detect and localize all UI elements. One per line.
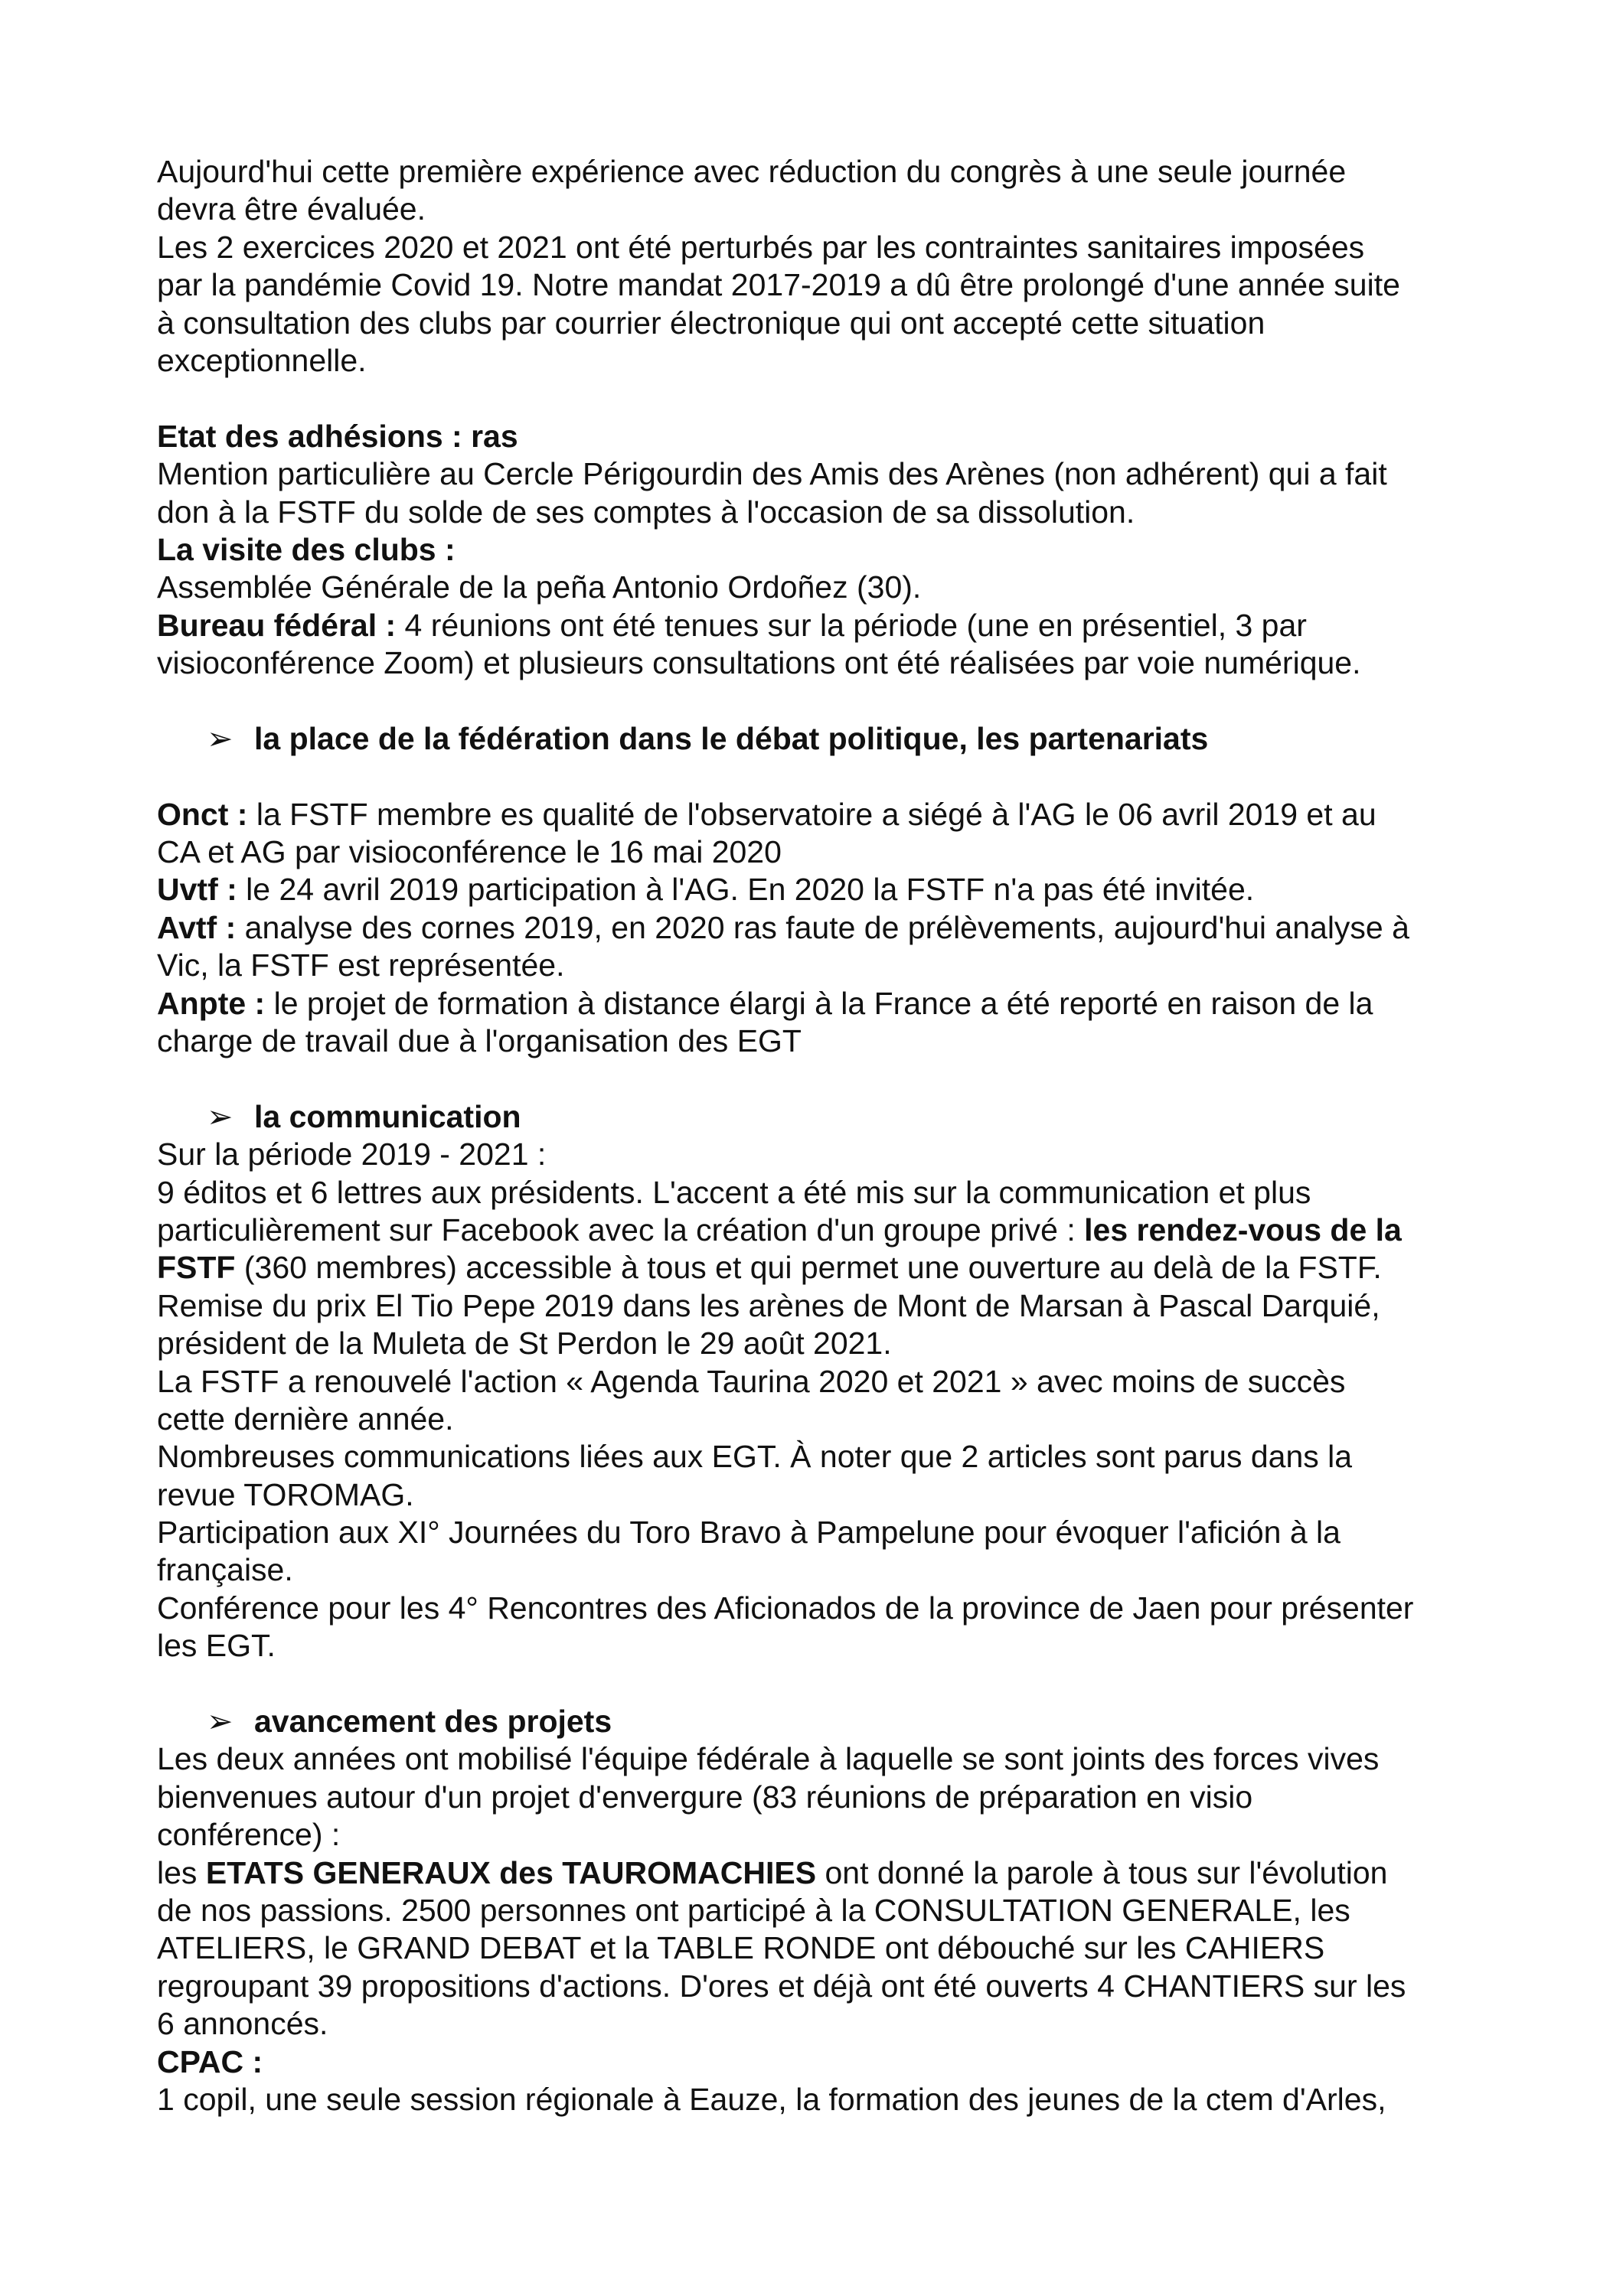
text-line: regroupant 39 propositions d'actions. D'ores et déjà ont été ouverts 4 CHANTIERS sur les	[157, 1968, 1406, 2004]
text-line: Assemblée Générale de la peña Antonio Ordoñez (30).	[157, 569, 922, 605]
arrow-bullet-icon: ➢	[207, 720, 233, 756]
section-heading-politique	[157, 720, 1508, 758]
text-line	[157, 909, 1508, 947]
text-line: Participation aux XI° Journées du Toro Bravo à Pampelune pour évoquer l'afición à la	[157, 1515, 1341, 1551]
text-line: bienvenues autour d'un projet d'envergure (83 réunions de préparation en visio	[157, 1779, 1253, 1815]
spacer	[157, 758, 1508, 795]
section-heading-projets	[157, 1703, 1508, 1740]
text-line	[157, 1854, 1508, 1892]
text-line: à consultation des clubs par courrier électronique qui ont accepté cette situation	[157, 305, 1265, 341]
text-line: revue TOROMAG.	[157, 1476, 414, 1512]
avtf-text: analyse des cornes 2019, en 2020 ras faute de prélèvements, aujourd'hui analyse à	[236, 909, 1409, 945]
text-line: 9 éditos et 6 lettres aux présidents. L'accent a été mis sur la communication et plus	[157, 1174, 1311, 1210]
text-line: 1 copil, une seule session régionale à Eauze, la formation des jeunes de la ctem d'Arles,	[157, 2081, 1386, 2117]
text-span: ont donné la parole à tous sur l'évolution	[816, 1854, 1388, 1890]
avtf-label: Avtf :	[157, 909, 237, 945]
spacer	[157, 682, 1508, 719]
bureau-label: Bureau fédéral :	[157, 607, 397, 643]
text-line: don à la FSTF du solde de ses comptes à l'occasion de sa dissolution.	[157, 494, 1135, 530]
text-line: française.	[157, 1552, 293, 1588]
cpac-title: CPAC :	[157, 2043, 263, 2079]
text-line	[157, 796, 1508, 833]
rendez-vous-label: les rendez-vous de la	[1084, 1212, 1402, 1247]
text-line: charge de travail due à l'organisation des EGT	[157, 1022, 802, 1058]
spacer	[157, 1665, 1508, 1703]
adhesions-title: Etat des adhésions : ras	[157, 418, 518, 454]
text-line: CA et AG par visioconférence le 16 mai 2020	[157, 834, 782, 870]
arrow-bullet-icon: ➢	[207, 1704, 233, 1740]
onct-text: la FSTF membre es qualité de l'observatoire a siégé à l'AG le 06 avril 2019 et au	[247, 796, 1376, 832]
text-line: devra être évaluée.	[157, 191, 426, 227]
text-line: conférence) :	[157, 1817, 341, 1853]
visite-title: La visite des clubs :	[157, 531, 456, 567]
text-line: Mention particulière au Cercle Périgourdin des Amis des Arènes (non adhérent) qui a fait	[157, 456, 1387, 492]
text-line: 6 annoncés.	[157, 2006, 328, 2042]
bureau-text: 4 réunions ont été tenues sur la période (une en présentiel, 3 par	[396, 607, 1307, 643]
text-line: Sur la période 2019 - 2021 :	[157, 1137, 547, 1172]
text-line: par la pandémie Covid 19. Notre mandat 2017-2019 a dû être prolongé d'une année suite	[157, 267, 1400, 303]
text-line: président de la Muleta de St Perdon le 29 août 2021.	[157, 1326, 892, 1362]
spacer	[157, 1060, 1508, 1097]
text-line	[157, 985, 1508, 1022]
text-line: exceptionnelle.	[157, 342, 367, 378]
anpte-label: Anpte :	[157, 985, 266, 1021]
bureau-section	[157, 607, 1508, 683]
text-line: ATELIERS, le GRAND DEBAT et la TABLE RONDE ont débouché sur les CAHIERS	[157, 1930, 1325, 1966]
text-line	[157, 1212, 1508, 1249]
text-line: Aujourd'hui cette première expérience avec réduction du congrès à une seule journée	[157, 154, 1347, 189]
heading-text: la communication	[254, 1098, 521, 1134]
text-line: Les 2 exercices 2020 et 2021 ont été perturbés par les contraintes sanitaires imposées	[157, 229, 1365, 265]
onct-label: Onct :	[157, 796, 248, 832]
projets-body	[157, 1740, 1508, 2118]
text-line: de nos passions. 2500 personnes ont participé à la CONSULTATION GENERALE, les	[157, 1892, 1350, 1928]
etats-generaux-label: ETATS GENERAUX des TAUROMACHIES	[205, 1854, 817, 1890]
visite-section	[157, 531, 1508, 607]
text-line: La FSTF a renouvelé l'action « Agenda Taurina 2020 et 2021 » avec moins de succès	[157, 1363, 1346, 1399]
text-line: cette dernière année.	[157, 1401, 454, 1437]
text-line: Conférence pour les 4° Rencontres des Aficionados de la province de Jaen pour présenter	[157, 1590, 1414, 1626]
section-heading-communication	[157, 1098, 1508, 1136]
heading-text: la place de la fédération dans le débat politique, les partenariats	[254, 720, 1209, 756]
partners-list	[157, 796, 1508, 1061]
spacer	[157, 380, 1508, 417]
fstf-label: FSTF	[157, 1250, 236, 1286]
anpte-text: le projet de formation à distance élargi à la France a été reporté en raison de la	[265, 985, 1373, 1021]
intro-paragraph	[157, 153, 1508, 380]
text-line	[157, 1249, 1508, 1287]
communication-body	[157, 1136, 1508, 1665]
heading-text: avancement des projets	[254, 1704, 612, 1740]
text-span: les	[157, 1854, 206, 1890]
text-line: les EGT.	[157, 1628, 276, 1664]
text-line: Nombreuses communications liées aux EGT. À noter que 2 articles sont parus dans la	[157, 1439, 1353, 1475]
text-line: visioconférence Zoom) et plusieurs consultations ont été réalisées par voie numérique.	[157, 645, 1361, 681]
text-span: particulièrement sur Facebook avec la création d'un groupe privé :	[157, 1212, 1085, 1247]
adhesions-section	[157, 418, 1508, 531]
text-line: Remise du prix El Tio Pepe 2019 dans les arènes de Mont de Marsan à Pascal Darquié,	[157, 1287, 1380, 1323]
text-line	[157, 871, 1508, 908]
uvtf-label: Uvtf :	[157, 872, 237, 908]
arrow-bullet-icon: ➢	[207, 1098, 233, 1134]
uvtf-text: le 24 avril 2019 participation à l'AG. En 2020 la FSTF n'a pas été invitée.	[237, 872, 1255, 908]
text-span: (360 membres) accessible à tous et qui permet une ouverture au delà de la FSTF.	[235, 1250, 1382, 1286]
text-line: Vic, la FSTF est représentée.	[157, 947, 565, 983]
text-line	[157, 607, 1508, 644]
text-line: Les deux années ont mobilisé l'équipe fédérale à laquelle se sont joints des forces vives	[157, 1741, 1380, 1777]
